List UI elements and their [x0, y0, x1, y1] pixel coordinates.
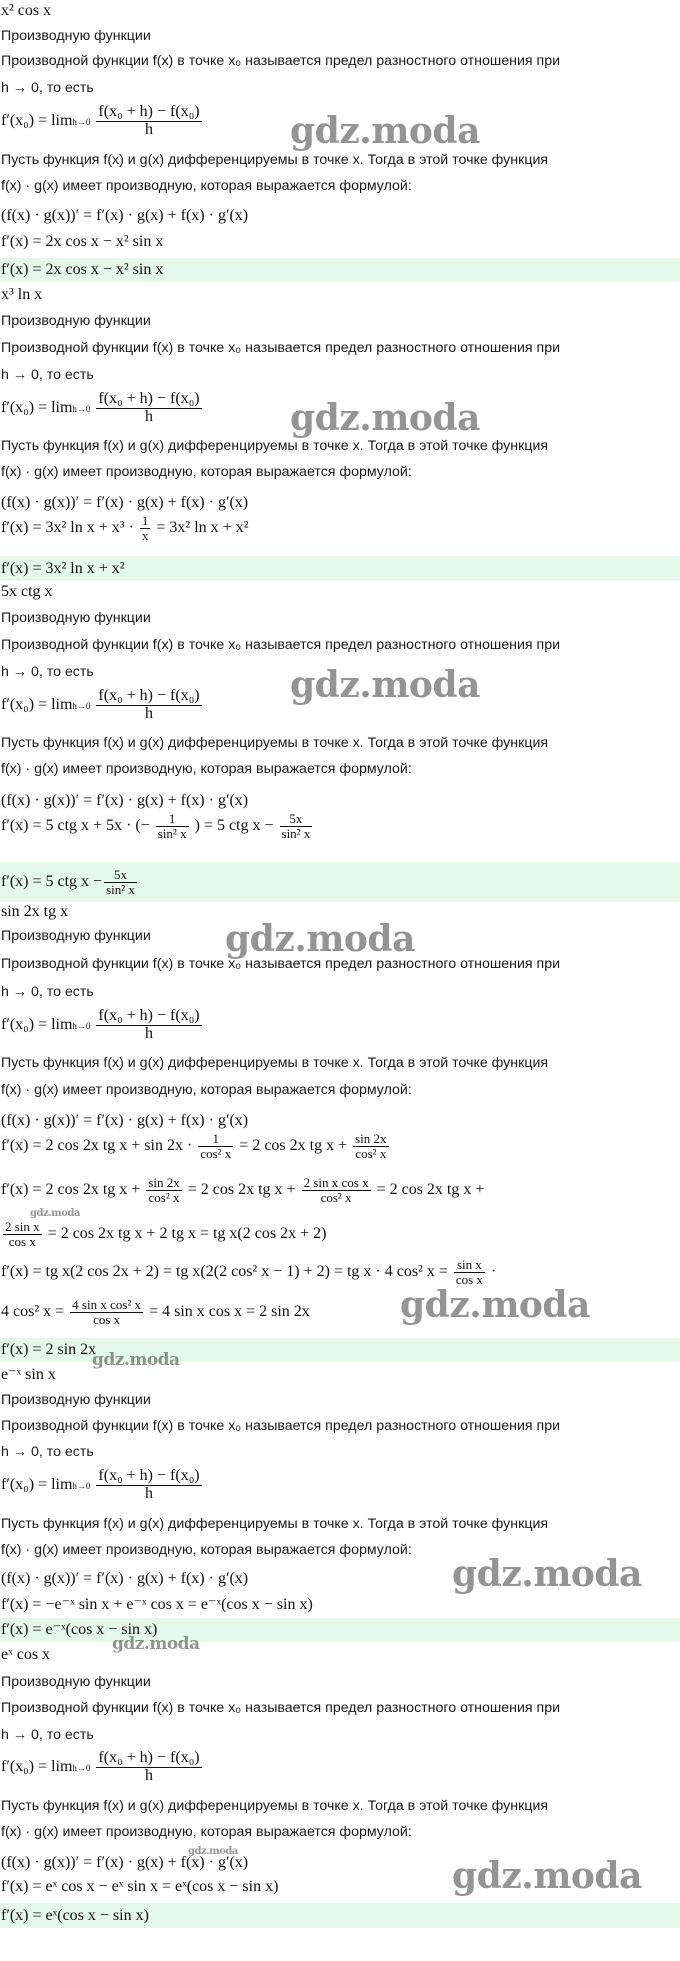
- limit-label: f′(x₀) = lim: [1, 111, 73, 129]
- fraction-numerator: 1: [198, 1132, 233, 1147]
- derivative-step: [0, 1176, 680, 1220]
- definition-line-2: h → 0, то есть: [1, 664, 94, 680]
- step-fraction: [353, 1132, 388, 1160]
- problem-title: x² cos x: [1, 2, 52, 19]
- fraction-numerator: 5x: [280, 812, 313, 827]
- fraction-denominator: sin² x: [281, 825, 311, 841]
- fraction-denominator: sin² x: [106, 881, 135, 897]
- fraction-denominator: h: [145, 407, 153, 425]
- limit-formula: [0, 688, 680, 734]
- watermark: gdz.moda: [92, 1350, 180, 1370]
- step-fraction: [198, 1132, 233, 1160]
- derivative-step: f′(x) = 2x cos x − x² sin x: [1, 233, 164, 250]
- section-heading: Производную функции: [1, 1674, 151, 1690]
- step-fraction: [140, 514, 151, 542]
- limit-label: f′(x₀) = lim: [1, 1015, 73, 1033]
- fraction-numerator: f(x₀ + h) − f(x₀): [98, 1750, 200, 1766]
- rule-line-2: f(x) · g(x) имеет производную, которая выражается формулой:: [1, 1542, 412, 1558]
- rule-line-1: Пусть функция f(x) и g(x) дифференцируемы в точке x. Тогда в этой точке функция: [1, 735, 549, 751]
- product-rule: (f(x) · g(x))′ = f′(x) · g(x) + f(x) · g′(x): [1, 1570, 249, 1587]
- section-heading: Производную функции: [1, 1392, 151, 1408]
- watermark: gdz.moda: [225, 918, 415, 960]
- answer-line: f′(x) = e⁻ˣ(cos x − sin x): [0, 1618, 680, 1642]
- step-text: = 3x² ln x + x²: [156, 518, 249, 536]
- limit-fraction: [96, 391, 201, 426]
- step-fraction: [146, 1176, 181, 1204]
- answer-line: f′(x) = 2x cos x − x² sin x: [0, 258, 680, 282]
- watermark: gdz.moda: [452, 1553, 642, 1595]
- definition-line-1: Производной функции f(x) в точке x₀ называется предел разностного отношения при: [1, 637, 561, 653]
- definition-line-2: h → 0, то есть: [1, 80, 94, 96]
- derivative-step: [0, 1298, 680, 1338]
- definition-line-2: h → 0, то есть: [1, 1444, 94, 1460]
- step-fraction: [70, 1298, 143, 1326]
- step-text: = 4 sin x cos x = 2 sin 2x: [149, 1302, 310, 1320]
- fraction-denominator: cos² x: [320, 1189, 352, 1205]
- rule-line-1: Пусть функция f(x) и g(x) дифференцируемы в точке x. Тогда в этой точке функция: [1, 438, 549, 454]
- limit-label: f′(x₀) = lim: [1, 1475, 73, 1493]
- fraction-numerator: f(x₀ + h) − f(x₀): [98, 1008, 200, 1024]
- step-text: = 2 cos 2x tg x +: [187, 1180, 296, 1198]
- step-text: = 2 cos 2x tg x + 2 tg x = tg x(2 cos 2x + 2): [47, 1224, 327, 1242]
- product-rule: (f(x) · g(x))′ = f′(x) · g(x) + f(x) · g′(x): [1, 792, 249, 809]
- derivative-step: [0, 812, 680, 860]
- limit-fraction: [96, 1008, 201, 1043]
- definition-line-2: h → 0, то есть: [1, 984, 94, 1000]
- limit-subscript: h→0: [72, 116, 91, 127]
- limit-fraction: [96, 1750, 201, 1785]
- problem-title: eˣ cos x: [1, 1646, 51, 1663]
- fraction-numerator: sin 2x: [148, 1176, 180, 1190]
- fraction-denominator: h: [145, 120, 153, 138]
- rule-line-2: f(x) · g(x) имеет производную, которая выражается формулой:: [1, 464, 412, 480]
- limit-fraction: [96, 104, 201, 139]
- fraction-numerator: f(x₀ + h) − f(x₀): [98, 391, 200, 407]
- watermark: gdz.moda: [290, 397, 480, 439]
- watermark: gdz.moda: [112, 1634, 200, 1654]
- watermark: gdz.moda: [290, 110, 480, 152]
- rule-line-2: f(x) · g(x) имеет производную, которая выражается формулой:: [1, 761, 412, 777]
- rule-line-1: Пусть функция f(x) и g(x) дифференцируемы в точке x. Тогда в этой точке функция: [1, 1055, 549, 1071]
- watermark: gdz.moda: [290, 664, 480, 706]
- fraction-numerator: sin 2x: [355, 1132, 387, 1146]
- step-fraction: [280, 812, 313, 840]
- section-heading: Производную функции: [1, 610, 151, 626]
- limit-label: f′(x₀) = lim: [1, 1757, 73, 1775]
- step-text: ) = 5 ctg x −: [194, 816, 274, 834]
- step-text: f′(x) = 3x² ln x + x³ ·: [1, 518, 134, 536]
- step-text: f′(x) = 2 cos 2x tg x +: [1, 1180, 141, 1198]
- step-fraction: [156, 812, 189, 840]
- fraction-numerator: sin x: [454, 1258, 485, 1273]
- fraction-denominator: sin² x: [157, 825, 187, 841]
- problem-title: 5x ctg x: [1, 583, 53, 600]
- fraction-numerator: 2 sin x: [5, 1220, 40, 1234]
- watermark: gdz.moda: [188, 1846, 238, 1857]
- fraction-denominator: h: [145, 1766, 153, 1784]
- fraction-numerator: f(x₀ + h) − f(x₀): [98, 688, 200, 704]
- fraction-denominator: h: [145, 704, 153, 722]
- problem-title: e⁻ˣ sin x: [1, 1366, 56, 1383]
- step-fraction: [302, 1176, 371, 1204]
- step-text: 4 cos² x =: [1, 1302, 65, 1320]
- derivative-step: f′(x) = eˣ cos x − eˣ sin x = eˣ(cos x − sin x): [1, 1878, 279, 1895]
- product-rule: (f(x) · g(x))′ = f′(x) · g(x) + f(x) · g′(x): [1, 207, 249, 224]
- fraction-numerator: 1: [141, 514, 149, 528]
- definition-line-2: h → 0, то есть: [1, 367, 94, 383]
- fraction-denominator: cos² x: [355, 1145, 387, 1161]
- rule-line-1: Пусть функция f(x) и g(x) дифференцируемы в точке x. Тогда в этой точке функция: [1, 1516, 549, 1532]
- product-rule: (f(x) · g(x))′ = f′(x) · g(x) + f(x) · g′(x): [1, 494, 249, 511]
- fraction-denominator: cos² x: [200, 1145, 232, 1161]
- fraction-numerator: 2 sin x cos x: [303, 1176, 369, 1190]
- limit-subscript: h→0: [72, 1020, 91, 1031]
- answer-line: f′(x) = eˣ(cos x − sin x): [0, 1903, 680, 1928]
- fraction-numerator: 1: [156, 812, 189, 827]
- section-heading: Производную функции: [1, 928, 151, 944]
- derivative-step: [0, 1220, 680, 1258]
- answer-line: [0, 862, 680, 902]
- rule-line-2: f(x) · g(x) имеет производную, которая выражается формулой:: [1, 1082, 412, 1098]
- definition-line-1: Производной функции f(x) в точке x₀ называется предел разностного отношения при: [1, 1700, 561, 1716]
- definition-line-1: Производной функции f(x) в точке x₀ называется предел разностного отношения при: [1, 340, 561, 356]
- fraction-denominator: h: [145, 1024, 153, 1042]
- limit-label: f′(x₀) = lim: [1, 695, 73, 713]
- problem-title: x³ ln x: [1, 286, 43, 303]
- product-rule: (f(x) · g(x))′ = f′(x) · g(x) + f(x) · g′(x): [1, 1854, 249, 1871]
- fraction-numerator: f(x₀ + h) − f(x₀): [98, 104, 200, 120]
- fraction-denominator: h: [145, 1484, 153, 1502]
- step-text: = 2 cos 2x tg x +: [376, 1180, 485, 1198]
- limit-formula: [0, 1008, 680, 1054]
- fraction-denominator: cos x: [93, 1311, 121, 1327]
- derivative-step: [0, 1258, 680, 1298]
- limit-fraction: [96, 688, 201, 723]
- limit-label: f′(x₀) = lim: [1, 398, 73, 416]
- fraction-denominator: cos x: [8, 1233, 36, 1249]
- definition-line-1: Производной функции f(x) в точке x₀ называется предел разностного отношения при: [1, 53, 561, 69]
- fraction-denominator: x: [141, 527, 149, 543]
- watermark: gdz.moda: [400, 1284, 590, 1326]
- fraction-numerator: 4 sin x cos² x: [72, 1298, 142, 1312]
- rule-line-2: f(x) · g(x) имеет производную, которая выражается формулой:: [1, 178, 412, 194]
- derivative-step: f′(x) = −e⁻ˣ sin x + e⁻ˣ cos x = e⁻ˣ(cos x − sin x): [1, 1596, 313, 1613]
- step-text: ·: [490, 1262, 497, 1280]
- step-text: f′(x) = tg x(2 cos 2x + 2) = tg x(2(2 cos² x − 1) + 2) = tg x · 4 cos² x =: [1, 1262, 448, 1280]
- limit-formula: [0, 391, 680, 437]
- watermark: gdz.moda: [30, 1208, 80, 1219]
- derivative-step: [0, 1132, 680, 1176]
- definition-line-1: Производной функции f(x) в точке x₀ называется предел разностного отношения при: [1, 956, 561, 972]
- section-heading: Производную функции: [1, 28, 151, 44]
- limit-fraction: [96, 1468, 201, 1503]
- limit-formula: [0, 1750, 680, 1796]
- step-text: f′(x) = 5 ctg x + 5x · (−: [1, 816, 150, 834]
- answer-line: f′(x) = 3x² ln x + x²: [0, 556, 680, 581]
- rule-line-1: Пусть функция f(x) и g(x) дифференцируемы в точке x. Тогда в этой точке функция: [1, 1798, 549, 1814]
- limit-subscript: h→0: [72, 700, 91, 711]
- fraction-denominator: cos² x: [148, 1189, 180, 1205]
- step-fraction: [3, 1220, 42, 1248]
- limit-formula: [0, 1468, 680, 1514]
- rule-line-1: Пусть функция f(x) и g(x) дифференцируемы в точке x. Тогда в этой точке функция: [1, 152, 549, 168]
- fraction-numerator: f(x₀ + h) − f(x₀): [98, 1468, 200, 1484]
- rule-line-2: f(x) · g(x) имеет производную, которая выражается формулой:: [1, 1824, 412, 1840]
- limit-subscript: h→0: [72, 1480, 91, 1491]
- section-heading: Производную функции: [1, 313, 151, 329]
- definition-line-1: Производной функции f(x) в точке x₀ называется предел разностного отношения при: [1, 1418, 561, 1434]
- derivative-step: [0, 514, 680, 554]
- fraction-denominator: cos x: [455, 1271, 483, 1287]
- step-text: f′(x) = 2 cos 2x tg x + sin 2x ·: [1, 1136, 193, 1154]
- problem-title: sin 2x tg x: [1, 903, 69, 920]
- product-rule: (f(x) · g(x))′ = f′(x) · g(x) + f(x) · g′(x): [1, 1112, 249, 1129]
- step-fraction: [454, 1258, 485, 1286]
- limit-subscript: h→0: [72, 1762, 91, 1773]
- answer-line: f′(x) = 2 sin 2x: [0, 1338, 680, 1362]
- definition-line-2: h → 0, то есть: [1, 1727, 94, 1743]
- answer-fraction: [104, 868, 137, 896]
- step-text: = 2 cos 2x tg x +: [239, 1136, 348, 1154]
- fraction-numerator: 5x: [104, 868, 137, 883]
- watermark: gdz.moda: [452, 1855, 642, 1897]
- limit-subscript: h→0: [72, 403, 91, 414]
- limit-formula: [0, 104, 680, 150]
- answer-text: f′(x) = 5 ctg x −: [1, 873, 103, 890]
